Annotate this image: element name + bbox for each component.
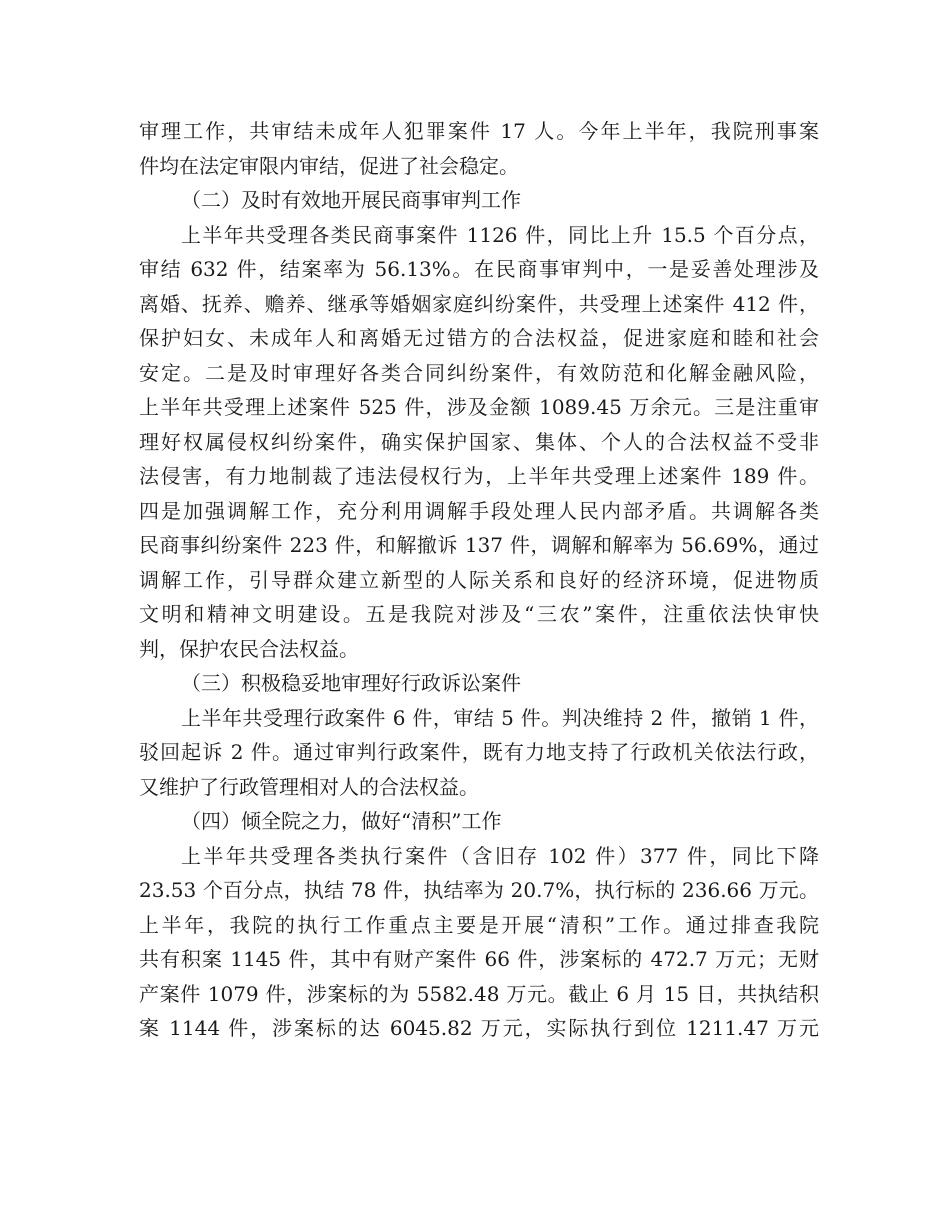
text-line: 安定。二是及时审理好各类合同纠纷案件，有效防范和化解金融风险， <box>139 360 819 385</box>
document-body <box>139 114 819 1046</box>
text-line: 上半年共受理各类执行案件（含旧存 102 件）377 件，同比下降 <box>181 843 819 868</box>
text-line: 审理工作，共审结未成年人犯罪案件 17 人。今年上半年，我院刑事案 <box>139 119 819 143</box>
text-line: 驳回起诉 2 件。通过审判行政案件，既有力地支持了行政机关依法行政， <box>139 740 819 764</box>
text-line: 产案件 1079 件，涉案标的为 5582.48 万元。截止 6 月 15 日，共执结积 <box>139 981 819 1006</box>
text-line: 上半年共受理行政案件 6 件，审结 5 件。判决维持 2 件，撤销 1 件， <box>181 705 819 730</box>
text-line: 23.53 个百分点，执结 78 件，执结率为 20.7%，执行标的 236.66 万元。 <box>139 878 819 902</box>
text-line: 民商事纠纷案件 223 件，和解撤诉 137 件，调解和解率为 56.69%，通过 <box>139 533 819 557</box>
text-line: 件均在法定审限内审结，促进了社会稳定。 <box>139 153 519 178</box>
text-line: 离婚、抚养、赡养、继承等婚姻家庭纠纷案件，共受理上述案件 412 件， <box>139 291 819 316</box>
text-line: 又维护了行政管理相对人的合法权益。 <box>139 774 479 799</box>
text-line: 法侵害，有力地制裁了违法侵权行为，上半年共受理上述案件 189 件。 <box>139 464 819 488</box>
section-heading: （四）倾全院之力，做好“清积”工作 <box>181 809 502 833</box>
section-heading: （三）积极稳妥地审理好行政诉讼案件 <box>181 671 521 695</box>
text-line: 审结 632 件，结案率为 56.13%。在民商事审判中，一是妥善处理涉及 <box>139 257 819 281</box>
text-line: 案 1144 件，涉案标的达 6045.82 万元，实际执行到位 1211.47 万元 <box>139 1016 819 1040</box>
text-line: 四是加强调解工作，充分利用调解手段处理人民内部矛盾。共调解各类 <box>139 498 819 523</box>
text-line: 调解工作，引导群众建立新型的人际关系和良好的经济环境，促进物质 <box>139 567 819 592</box>
text-line: 判，保护农民合法权益。 <box>139 636 359 661</box>
text-line: 保护妇女、未成年人和离婚无过错方的合法权益，促进家庭和睦和社会 <box>139 326 819 350</box>
text-line: 上半年，我院的执行工作重点主要是开展“清积”工作。通过排查我院 <box>139 912 819 937</box>
text-line: 理好权属侵权纠纷案件，确实保护国家、集体、个人的合法权益不受非 <box>139 429 819 454</box>
text-line: 上半年共受理各类民商事案件 1126 件，同比上升 15.5 个百分点， <box>181 222 819 247</box>
section-heading: （二）及时有效地开展民商事审判工作 <box>181 188 521 212</box>
text-line: 共有积案 1145 件，其中有财产案件 66 件，涉案标的 472.7 万元；无财 <box>139 947 819 971</box>
text-line: 文明和精神文明建设。五是我院对涉及“三农”案件，注重依法快审快 <box>139 602 819 626</box>
text-line: 上半年共受理上述案件 525 件，涉及金额 1089.45 万余元。三是注重审 <box>139 395 819 419</box>
